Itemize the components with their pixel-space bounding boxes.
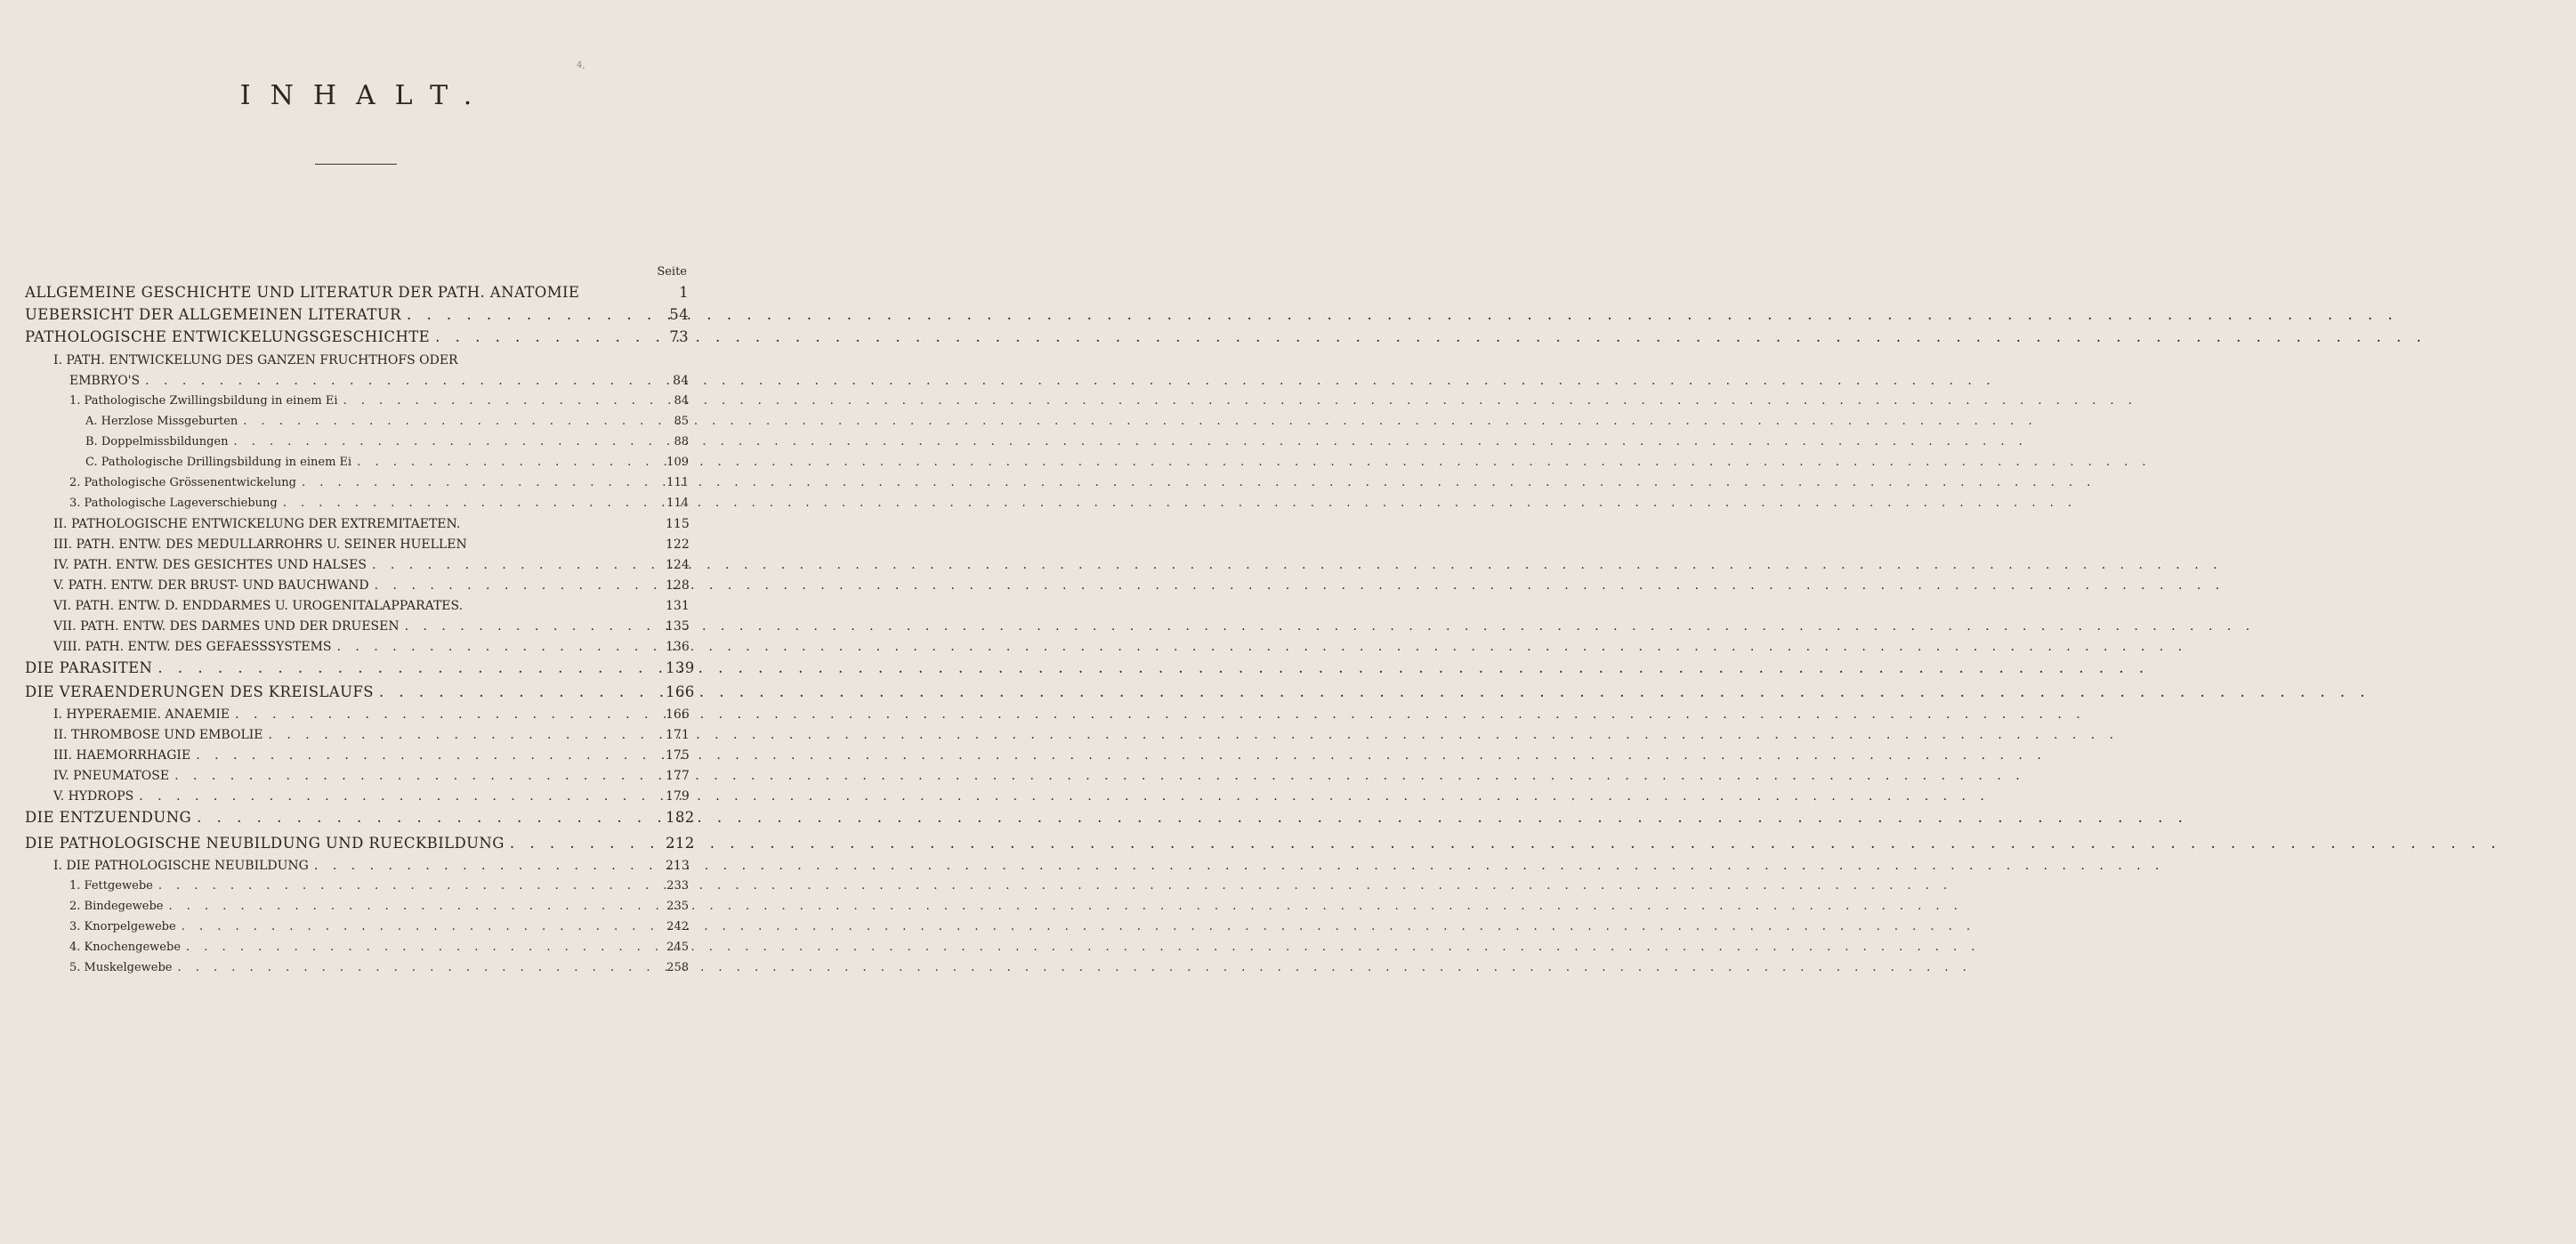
toc-entry-label: 5. Muskelgewebe xyxy=(69,961,173,974)
toc-entry-page: 109 xyxy=(666,456,689,469)
toc-entry xyxy=(85,432,689,452)
toc-entry-page: 182 xyxy=(666,809,695,826)
toc-entry-page: 84 xyxy=(674,394,689,408)
toc-entry-page: 177 xyxy=(666,769,690,783)
toc-entry-label: DIE VERAENDERUNGEN DES KREISLAUFS xyxy=(25,683,374,700)
toc-entry xyxy=(69,917,689,937)
toc-entry xyxy=(53,637,689,657)
toc-entry xyxy=(53,705,689,724)
toc-leader-dots xyxy=(435,327,662,347)
toc-leader-dots xyxy=(302,473,662,493)
toc-entry xyxy=(85,453,689,473)
toc-entry-label: 2. Pathologische Grössenentwickelung xyxy=(69,476,296,489)
toc-leader-dots xyxy=(174,766,662,786)
toc-entry xyxy=(25,658,695,678)
toc-entry-page: 54 xyxy=(669,306,689,323)
toc-entry-page: 73 xyxy=(669,328,689,345)
toc-entry-page: 139 xyxy=(666,659,695,676)
title-underline xyxy=(315,164,397,165)
toc-entry-page: 115 xyxy=(666,517,690,531)
toc-entry-label: DIE PATHOLOGISCHE NEUBILDUNG UND RUECKBILDUNG xyxy=(25,835,505,852)
toc-entry-label: 1. Fettgewebe xyxy=(69,879,153,893)
toc-entry xyxy=(53,617,689,636)
toc-entry xyxy=(53,351,689,370)
toc-entry xyxy=(69,897,689,917)
toc-leader-dots xyxy=(407,305,662,325)
toc-leader-dots xyxy=(337,637,663,657)
toc-entry-page: 233 xyxy=(666,879,689,893)
toc-entry-label: B. Doppelmissbildungen xyxy=(85,435,229,448)
toc-entry-label: I. PATH. ENTWICKELUNG DES GANZEN FRUCHTHOFS ODER xyxy=(53,353,458,368)
toc-entry xyxy=(69,473,689,493)
toc-entry xyxy=(53,856,689,876)
toc-entry-label: I. DIE PATHOLOGISCHE NEUBILDUNG xyxy=(53,859,309,873)
toc-entry xyxy=(53,766,689,786)
toc-leader-dots xyxy=(182,917,662,937)
toc-leader-dots xyxy=(510,834,662,853)
toc-entry xyxy=(25,834,695,853)
toc-leader-dots xyxy=(169,897,663,917)
toc-entry-label: III. HAEMORRHAGIE xyxy=(53,748,191,763)
toc-entry-label: 4. Knochengewebe xyxy=(69,941,182,954)
toc-entry xyxy=(53,514,689,534)
toc-leader-dots xyxy=(343,392,663,411)
toc-entry-page: 235 xyxy=(666,900,689,913)
toc-entry xyxy=(69,876,689,896)
toc-entry-page: 85 xyxy=(674,415,689,428)
toc-leader-dots xyxy=(375,576,662,595)
toc-entry-label: II. THROMBOSE UND EMBOLIE xyxy=(53,728,263,742)
toc-entry xyxy=(25,327,689,347)
toc-entry xyxy=(25,283,689,303)
toc-entry xyxy=(69,494,689,513)
toc-leader-dots xyxy=(186,938,662,957)
toc-leader-dots xyxy=(405,617,662,636)
toc-entry xyxy=(53,787,689,806)
toc-entry-page: 179 xyxy=(666,789,690,804)
toc-leader-dots xyxy=(243,412,662,432)
toc-entry-page: 212 xyxy=(666,835,695,852)
toc-leader-dots xyxy=(372,555,662,575)
toc-entry-label: DIE PARASITEN xyxy=(25,659,153,676)
toc-leader-dots xyxy=(197,808,662,828)
toc-entry-label: ALLGEMEINE GESCHICHTE UND LITERATUR DER PATH. ANATOMIE xyxy=(25,284,580,301)
page-title: INHALT. xyxy=(239,80,492,111)
toc-leader-dots xyxy=(139,787,662,806)
toc-entry-page: 245 xyxy=(666,941,689,954)
toc-entry-label: VI. PATH. ENTW. D. ENDDARMES U. UROGENITALAPPARATES. xyxy=(53,599,464,613)
toc-entry-page: 242 xyxy=(666,920,689,933)
toc-entry-page: 166 xyxy=(666,683,695,700)
book-page xyxy=(0,0,712,1244)
toc-entry-label: V. PATH. ENTW. DER BRUST- UND BAUCHWAND xyxy=(53,578,369,593)
toc-entry xyxy=(53,535,689,554)
toc-entry-label: 3. Pathologische Lageverschiebung xyxy=(69,497,278,510)
toc-entry-page: 136 xyxy=(666,640,690,654)
toc-entry xyxy=(85,412,689,432)
toc-entry xyxy=(53,555,689,575)
toc-entry-label: PATHOLOGISCHE ENTWICKELUNGSGESCHICHTE xyxy=(25,328,431,345)
toc-leader-dots xyxy=(379,683,662,702)
toc-entry-label: I. HYPERAEMIE. ANAEMIE xyxy=(53,707,230,722)
toc-entry-label: DIE ENTZUENDUNG xyxy=(25,809,192,826)
toc-entry-page: 124 xyxy=(666,558,690,572)
toc-leader-dots xyxy=(283,494,662,513)
toc-entry-page: 128 xyxy=(666,578,690,593)
toc-entry-label: VIII. PATH. ENTW. DES GEFAESSSYSTEMS xyxy=(53,640,332,654)
corner-mark: 4, xyxy=(577,61,585,70)
toc-entry-page: 1 xyxy=(679,284,689,301)
toc-entry-label: UEBERSICHT DER ALLGEMEINEN LITERATUR xyxy=(25,306,401,323)
toc-leader-dots xyxy=(357,453,662,473)
toc-entry-label: 3. Knorpelgewebe xyxy=(69,920,176,933)
toc-leader-dots xyxy=(269,725,663,745)
toc-entry xyxy=(25,683,695,702)
toc-entry-label: III. PATH. ENTW. DES MEDULLARROHRS U. SEINER HUELLEN xyxy=(53,537,467,552)
toc-entry-page: 84 xyxy=(673,374,689,388)
toc-leader-dots xyxy=(235,705,662,724)
toc-entry-label: C. Pathologische Drillingsbildung in einem Ei xyxy=(85,456,352,469)
toc-entry xyxy=(25,808,695,828)
toc-entry-page: 258 xyxy=(666,961,689,974)
toc-entry-page: 171 xyxy=(666,728,690,742)
toc-entry xyxy=(53,746,689,765)
toc-leader-dots xyxy=(196,746,662,765)
toc-entry xyxy=(53,576,689,595)
toc-entry xyxy=(69,371,689,391)
toc-entry-page: 131 xyxy=(666,599,690,613)
toc-entry-label: A. Herzlose Missgeburten xyxy=(85,415,238,428)
page-column-label: Seite xyxy=(657,265,687,279)
toc-leader-dots xyxy=(145,371,662,391)
toc-entry xyxy=(69,958,689,978)
toc-entry-label: 1. Pathologische Zwillingsbildung in einem Ei xyxy=(69,394,338,408)
toc-leader-dots xyxy=(177,958,662,978)
toc-entry-label: IV. PNEUMATOSE xyxy=(53,769,170,783)
toc-entry-page: 213 xyxy=(666,859,690,873)
toc-entry-label: 2. Bindegewebe xyxy=(69,900,164,913)
toc-entry-label: VII. PATH. ENTW. DES DARMES UND DER DRUESEN xyxy=(53,619,400,634)
toc-entry-page: 114 xyxy=(666,497,689,510)
toc-entry-label: EMBRYO'S xyxy=(69,374,141,388)
toc-entry xyxy=(25,305,689,325)
toc-entry-page: 166 xyxy=(666,707,690,722)
toc-leader-dots xyxy=(158,876,662,896)
toc-entry-page: 135 xyxy=(666,619,690,634)
toc-entry-page: 175 xyxy=(666,748,690,763)
toc-leader-dots xyxy=(233,432,662,452)
toc-entry-label: V. HYDROPS xyxy=(53,789,134,804)
toc-entry xyxy=(69,392,689,411)
toc-entry-page: 111 xyxy=(666,476,689,489)
toc-entry-label: II. PATHOLOGISCHE ENTWICKELUNG DER EXTREMITAETEN. xyxy=(53,517,461,531)
toc-entry-page: 88 xyxy=(674,435,689,448)
toc-entry xyxy=(53,725,689,745)
toc-entry-label: IV. PATH. ENTW. DES GESICHTES UND HALSES xyxy=(53,558,367,572)
toc-entry xyxy=(69,938,689,957)
toc-leader-dots xyxy=(314,856,662,876)
toc-entry-page: 122 xyxy=(666,537,690,552)
toc-leader-dots xyxy=(157,658,662,678)
toc-entry xyxy=(53,596,689,616)
